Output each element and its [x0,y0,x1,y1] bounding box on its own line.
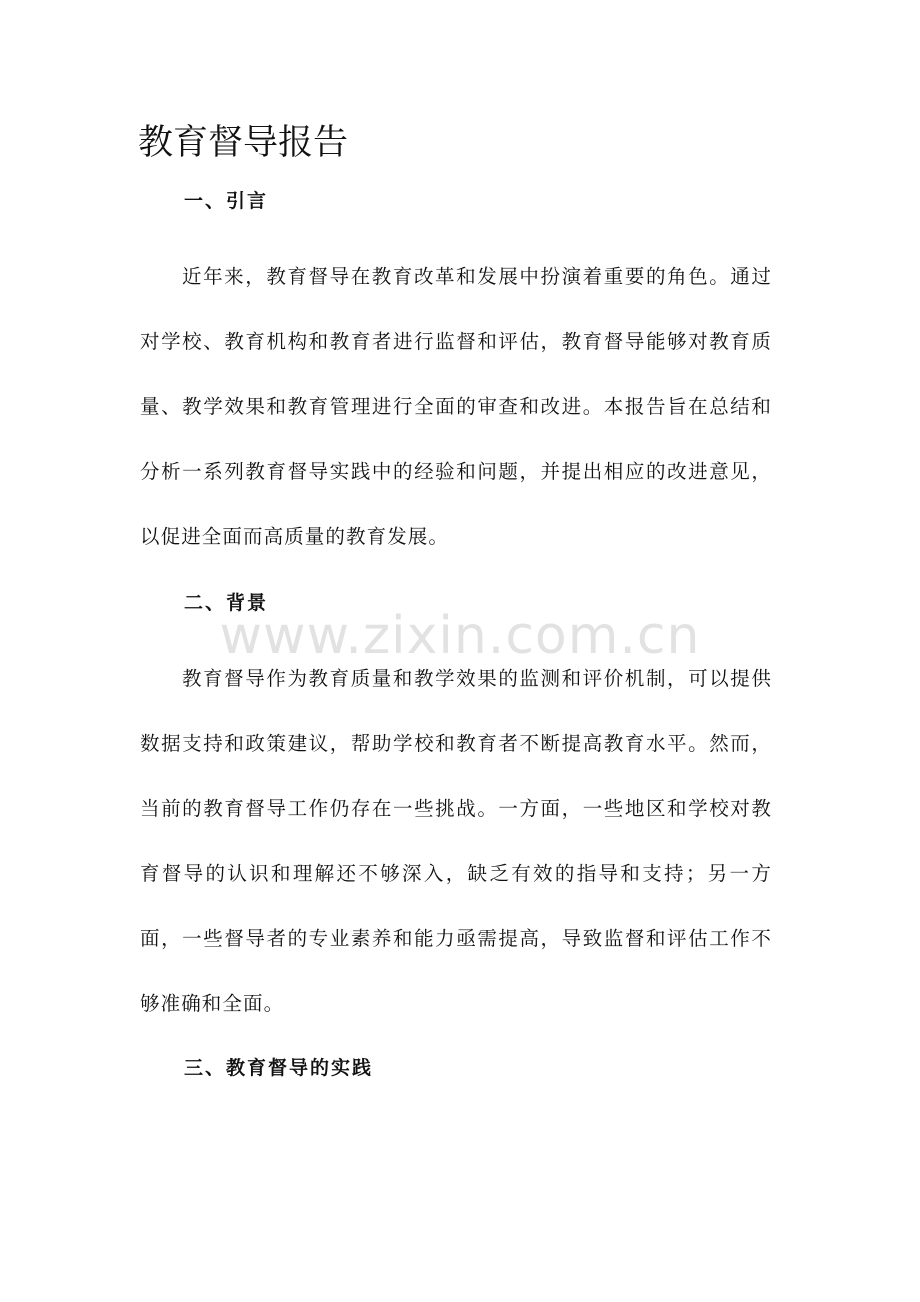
section-heading-background: 二、背景 [184,592,269,614]
section-heading-practice: 三、教育督导的实践 [184,1057,374,1079]
section-heading-intro: 一、引言 [184,190,269,212]
section-paragraph-background: 教育督导作为教育质量和教学效果的监测和评价机制，可以提供数据支持和政策建议，帮助学校和教育者不断提高教育水平。然而，当前的教育督导工作仍存在一些挑战。一方面，一些地区和学校对教育督导的认识和理解还不够深入，缺乏有效的指导和支持；另一方面，一些督导者的专业素养和能力亟需提高，导致监督和评估工作不够准确和全面。 [140,667,772,1015]
document-title: 教育督导报告 [138,123,349,163]
watermark-text: www.zixin.com.cn [219,606,701,666]
section-paragraph-intro: 近年来，教育督导在教育改革和发展中扮演着重要的角色。通过对学校、教育机构和教育者进行监督和评估，教育督导能够对教育质量、教学效果和教育管理进行全面的审查和改进。本报告旨在总结和分析一系列教育督导实践中的经验和问题，并提出相应的改进意见，以促进全面而高质量的教育发展。 [140,265,772,548]
